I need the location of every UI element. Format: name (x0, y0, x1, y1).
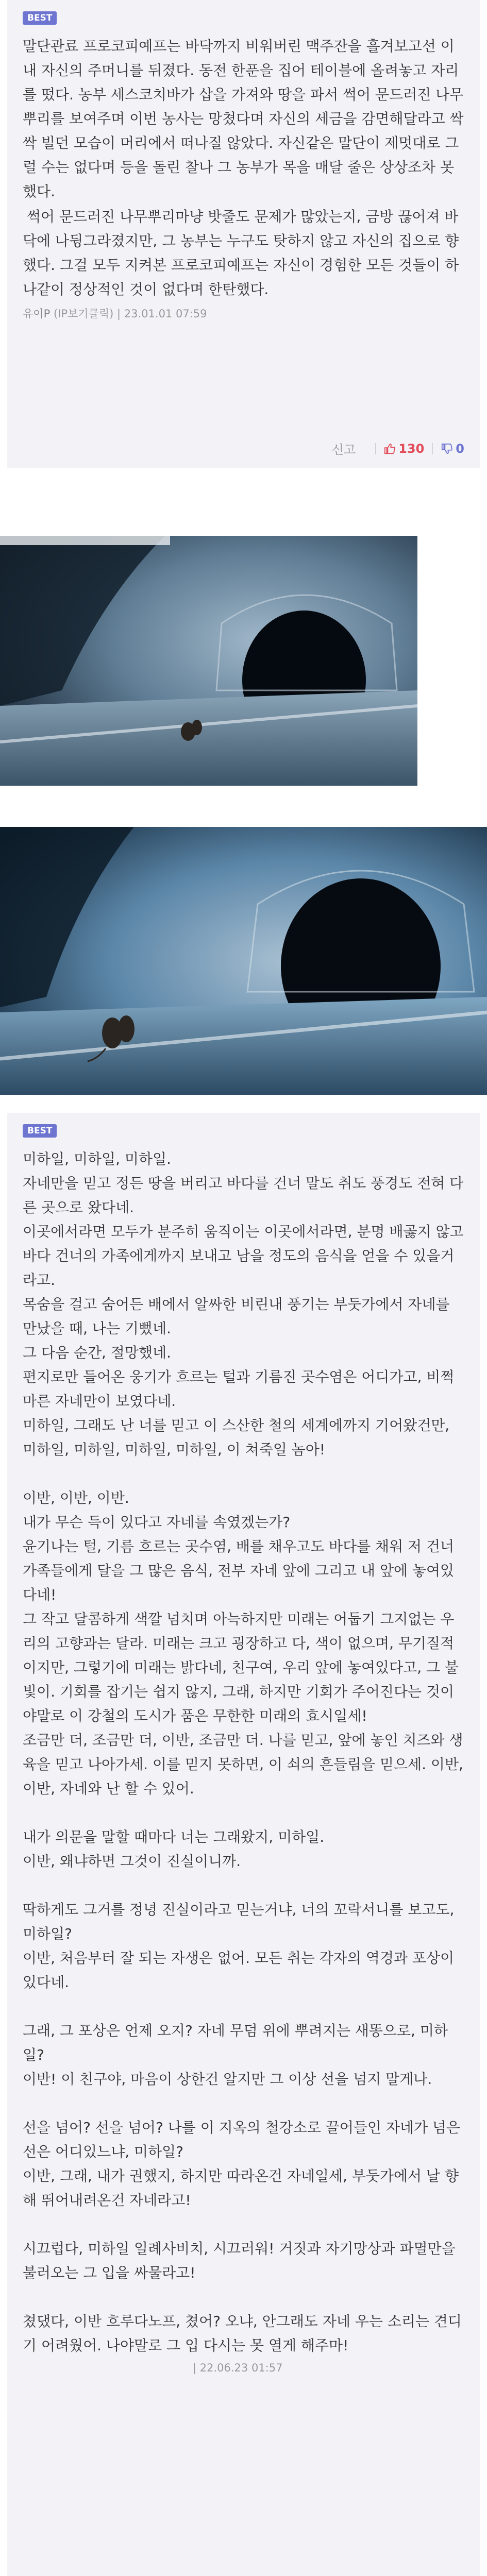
comment-body (23, 1147, 464, 2358)
best-badge: BEST (23, 1124, 57, 1138)
thumb-down-icon (441, 443, 452, 454)
comment-card (7, 1113, 480, 2576)
comment-paragraph: 이반! 이 친구야, 마음이 상한건 알지만 그 이상 선을 넘지 말게나. (23, 2071, 432, 2088)
comment-meta (23, 2362, 464, 2374)
comment-actions (332, 439, 464, 457)
comment-date: 22.06.23 01:57 (199, 2362, 283, 2374)
comment-paragraph: 썩어 문드러진 나무뿌리마냥 밧줄도 문제가 많았는지, 금방 끊어져 바닥에 나뒹그라졌지만, 그 농부는 누구도 탓하지 않고 자신의 집으로 향했다. 그걸 모두 지켜본 프로코피예프는 자신이 경험한 모든 것들이 하나같이 정상적인 것이 없다며 한탄했다. (23, 208, 459, 298)
report-button[interactable]: 신고 (331, 443, 356, 457)
comment-paragraph: 내가 무슨 득이 있다고 자네를 속였겠는가? (23, 1514, 291, 1531)
comment-date: 23.01.01 07:59 (124, 308, 207, 320)
upvote-count: 130 (398, 441, 425, 456)
comment-paragraph: 딱하게도 그거를 정녕 진실이라고 믿는거냐, 너의 꼬락서니를 보고도, 미하일? (23, 1901, 455, 1942)
comment-paragraph: 목숨을 걸고 숨어든 배에서 알싸한 비린내 풍기는 부둣가에서 자네를 만났을 때, 나는 기뻤네. (23, 1296, 450, 1337)
comment-paragraph: 조금만 더, 조금만 더, 이반, 조금만 더. 나를 믿고, 앞에 놓인 치즈와 생육을 믿고 나아가세. 이를 믿지 못하면, 이 쇠의 흔들림을 믿으세. 이반, 이반, 자네와 난 할 수 있어. (23, 1732, 463, 1797)
comment-meta (23, 306, 464, 321)
divider (375, 443, 376, 454)
best-badge: BEST (23, 11, 57, 25)
comment-paragraph: 선을 넘어? 선을 넘어? 나를 이 지옥의 철강소로 끌어들인 자네가 넘은 선은 어디있느냐, 미하일? (23, 2119, 461, 2160)
subway-mice-photo (0, 827, 487, 1095)
comment-paragraph: 이반, 그래, 내가 권했지, 하지만 따라온건 자네일세, 부둣가에서 날 향해 뛰어내려온건 자네라고! (23, 2167, 459, 2209)
downvote-count: 0 (456, 441, 464, 456)
comment-card (7, 0, 480, 468)
upvote-button[interactable] (384, 442, 424, 456)
comment-paragraph: 이반, 왜냐하면 그것이 진실이니까. (23, 1853, 241, 1870)
author-name[interactable]: 유이P (23, 308, 51, 320)
comment-paragraph: 미하일, 미하일, 미하일. (23, 1150, 171, 1167)
comment-paragraph: 시끄럽다, 미하일 일례사비치, 시끄러워! 거짓과 자기망상과 파멸만을 불러오는 그 입을 싸물라고! (23, 2240, 456, 2281)
comment-paragraph: 내가 의문을 말할 때마다 너는 그래왔지, 미하일. (23, 1828, 325, 1845)
divider (432, 443, 433, 454)
comment-paragraph: 이반, 처음부터 잘 되는 자생은 없어. 모든 취는 각자의 역경과 포상이 있다네. (23, 1950, 455, 1991)
downvote-button[interactable] (441, 442, 464, 456)
thumb-up-icon (384, 443, 395, 454)
comment-paragraph: 자네만을 믿고 정든 땅을 버리고 바다를 건너 말도 취도 풍경도 전혀 다른 곳으로 왔다네. (23, 1175, 464, 1216)
comment-paragraph: 말단관료 프로코피예프는 바닥까지 비워버린 맥주잔을 흘겨보고선 이내 자신의 주머니를 뒤졌다. 동전 한푼을 집어 테이블에 올려놓고 자리를 떴다. 농부 세스코치바가 삽을 가져와 땅을 파서 썩어 문드러진 나무뿌리를 보여주며 이번 농사는 망쳤다며 자신의 세금을 감면해달라고 싹싹 빌던 모습이 머리에서 떠나질 않았다. 자신같은 말단이 제멋대로 그럴 수는 없다며 등을 돌린 찰나 그 농부가 목을 매달 줄은 상상조차 못했다. (23, 38, 464, 200)
comment-paragraph: 그래, 그 포상은 언제 오지? 자네 무덤 위에 뿌려지는 새똥으로, 미하일? (23, 2022, 448, 2063)
meta-separator: | (117, 308, 121, 320)
subway-photo-illustration (0, 827, 487, 1095)
comment-paragraph: 편지로만 들어온 웅기가 흐르는 털과 기름진 곳수염은 어디가고, 비쩍 마른 자네만이 보였다네. (23, 1368, 455, 1410)
comment-paragraph: 이반, 이반, 이반. (23, 1489, 129, 1506)
comment-paragraph: 그 작고 달콤하게 색깔 넘치며 아늑하지만 미래는 어둡기 그지없는 우리의 고향과는 달라. 미래는 크고 굉장하고 다, 색이 없으며, 무기질적이지만, 그렇기에 미래는 밝다네, 친구여, 우리 앞에 놓여있다고, 그 불빛이. 기회를 잡기는 쉽지 않지, 그래, 하지만 기회가 주어진다는 것이야말로 이 강철의 도시가 품은 무한한 미래의 효시일세! (23, 1611, 459, 1724)
subway-photo-illustration (0, 536, 417, 786)
comment-paragraph: 쳤댔다, 이반 흐루다노프, 쳤어? 오냐, 안그래도 자네 우는 소리는 견디기 어려웠어. 나야말로 그 입 다시는 못 열게 해주마! (23, 2313, 462, 2354)
comment-paragraph: 그 다음 순간, 절망했네. (23, 1344, 171, 1361)
meta-separator: | (193, 2362, 197, 2374)
comment-paragraph: 윤기나는 털, 기름 흐르는 곳수염, 배를 채우고도 바다를 채워 저 건너 가족들에게 달을 그 많은 음식, 전부 자네 앞에 그리고 내 앞에 놓여있다네! (23, 1538, 455, 1603)
comment-body (23, 34, 464, 301)
comment-paragraph: 미하일, 그래도 난 너를 믿고 이 스산한 철의 세계에까지 기어왔건만, 미하일, 미하일, 미하일, 미하일, 이 쳐죽일 놈아! (23, 1417, 450, 1458)
comment-paragraph: 이곳에서라면 모두가 분주히 움직이는 이곳에서라면, 분명 배곯지 않고 바다 건너의 가족에게까지 보내고 남을 정도의 음식을 얻을 수 있을거라고. (23, 1223, 464, 1289)
author-ip[interactable]: (IP보기클릭) (53, 308, 114, 320)
subway-mice-photo (0, 536, 417, 786)
